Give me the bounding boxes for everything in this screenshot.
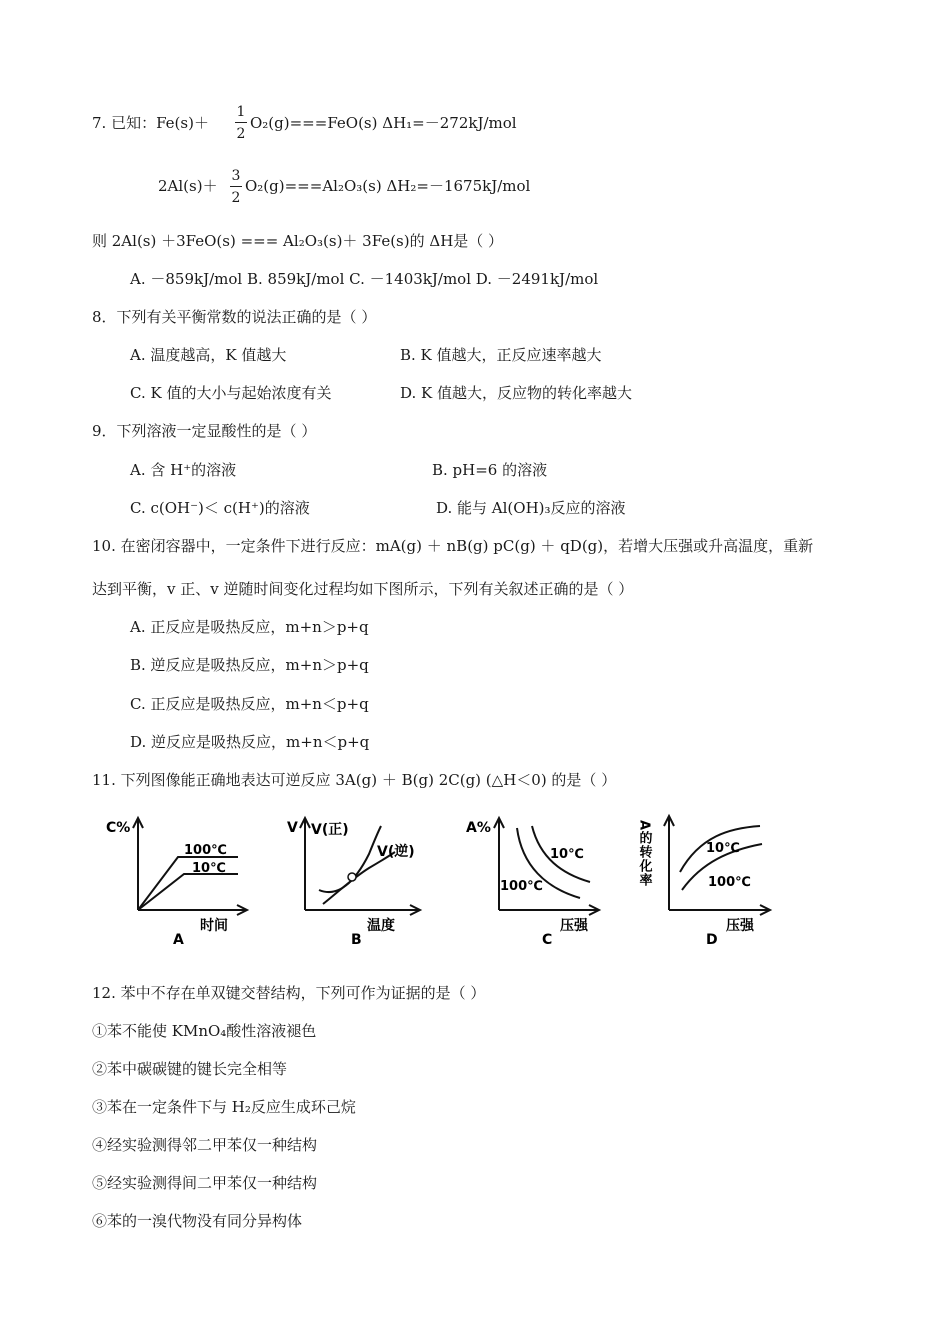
q12-item: ②苯中碳碳键的键长完全相等: [92, 1060, 288, 1078]
graph-b-xlabel: 温度: [367, 918, 395, 934]
q10-line1: 10. 在密闭容器中，一定条件下进行反应：mA(g) ＋ nB(g) pC(g) ＋ qD(g)，若增大压强或升高温度，重新: [92, 537, 814, 555]
q9-option-d: D. 能与 Al(OH)₃反应的溶液: [436, 499, 626, 517]
graph-c-curve1-label: 10℃: [550, 847, 584, 862]
q12-item: ⑥苯的一溴代物没有同分异构体: [92, 1212, 303, 1230]
q11-graph-a: [100, 812, 250, 952]
q8-option-b: B. K 值越大，正反应速率越大: [400, 346, 602, 364]
graph-d-curve1-label: 10℃: [706, 841, 740, 856]
graph-c-xlabel: 压强: [560, 918, 588, 934]
graph-d-xlabel: 压强: [726, 918, 754, 934]
q8-option-a: A. 温度越高，K 值越大: [130, 346, 287, 364]
q12-item: ①苯不能使 KMnO₄酸性溶液褪色: [92, 1022, 317, 1040]
q7-eq2-frac-num: 3: [231, 168, 241, 184]
q12-item: ④经实验测得邻二甲苯仅一种结构: [92, 1136, 318, 1154]
q9-option-b: B. pH=6 的溶液: [432, 461, 548, 479]
graph-b-curve2-label: V(逆): [377, 844, 415, 860]
graph-c-curve2-label: 100℃: [500, 879, 543, 894]
q7-eq1-frac-num: 1: [236, 104, 246, 120]
q10-option-d: D. 逆反应是吸热反应，m+n＜p+q: [130, 733, 370, 751]
graph-b-ylabel: V: [287, 820, 298, 836]
graph-d-caption: D: [706, 932, 718, 948]
q8-option-c: C. K 值的大小与起始浓度有关: [130, 384, 332, 402]
q7-eq1-frac-bar: [235, 122, 247, 123]
q12-question: 12. 苯中不存在单双键交替结构，下列可作为证据的是（ ）: [92, 984, 486, 1002]
q9-option-a: A. 含 H⁺的溶液: [130, 461, 237, 479]
q10-option-c: C. 正反应是吸热反应，m+n＜p+q: [130, 695, 369, 713]
graph-a-xlabel: 时间: [200, 918, 228, 934]
q11-graph-c: [462, 812, 612, 952]
q11-graph-b: [283, 812, 433, 952]
q12-item: ⑤经实验测得间二甲苯仅一种结构: [92, 1174, 318, 1192]
q7-eq2-frac-den: 2: [231, 190, 241, 206]
q7-intro: 7. 已知：Fe(s)＋: [92, 114, 209, 132]
graph-a-ylabel: C%: [106, 820, 131, 836]
graph-d-ylabel: A的转化率: [636, 820, 652, 888]
q7-eq2-rest: O₂(g)===Al₂O₃(s) ΔH₂=－1675kJ/mol: [245, 177, 531, 195]
q7-eq2-start: 2Al(s)＋: [158, 177, 218, 195]
graph-c-ylabel: A%: [466, 820, 491, 836]
graph-a-line2-label: 10℃: [192, 861, 226, 876]
graph-a-line1-label: 100℃: [184, 843, 227, 858]
graph-a-caption: A: [173, 932, 184, 948]
q7-question: 则 2Al(s) ＋3FeO(s) === Al₂O₃(s)＋ 3Fe(s)的 ΔH是（ ）: [92, 232, 504, 250]
q11-question: 11. 下列图像能正确地表达可逆反应 3A(g) ＋ B(g) 2C(g) (△H＜0) 的是（ ）: [92, 771, 617, 789]
graph-d-curve2-label: 100℃: [708, 875, 751, 890]
graph-b-caption: B: [351, 932, 362, 948]
q11-graph-d: [636, 806, 780, 952]
q7-eq2-frac-bar: [230, 186, 242, 187]
q7-eq1-rest: O₂(g)===FeO(s) ΔH₁=－272kJ/mol: [250, 114, 517, 132]
q10-line2: 达到平衡，v 正、v 逆随时间变化过程均如下图所示，下列有关叙述正确的是（ ）: [92, 580, 634, 598]
q7-eq1-frac-den: 2: [236, 126, 246, 142]
q10-option-a: A. 正反应是吸热反应，m+n＞p+q: [130, 618, 369, 636]
q10-option-b: B. 逆反应是吸热反应，m+n＞p+q: [130, 656, 369, 674]
q8-question: 8．下列有关平衡常数的说法正确的是（ ）: [92, 308, 377, 326]
q8-option-d: D. K 值越大，反应物的转化率越大: [400, 384, 633, 402]
q7-options: A. －859kJ/mol B. 859kJ/mol C. －1403kJ/mol D. －2491kJ/mol: [130, 270, 599, 288]
q9-question: 9．下列溶液一定显酸性的是（ ）: [92, 422, 317, 440]
q12-item: ③苯在一定条件下与 H₂反应生成环己烷: [92, 1098, 356, 1116]
graph-b-curve1-label: V(正): [311, 822, 349, 838]
graph-c-caption: C: [542, 932, 553, 948]
q9-option-c: C. c(OH⁻)＜ c(H⁺)的溶液: [130, 499, 310, 517]
